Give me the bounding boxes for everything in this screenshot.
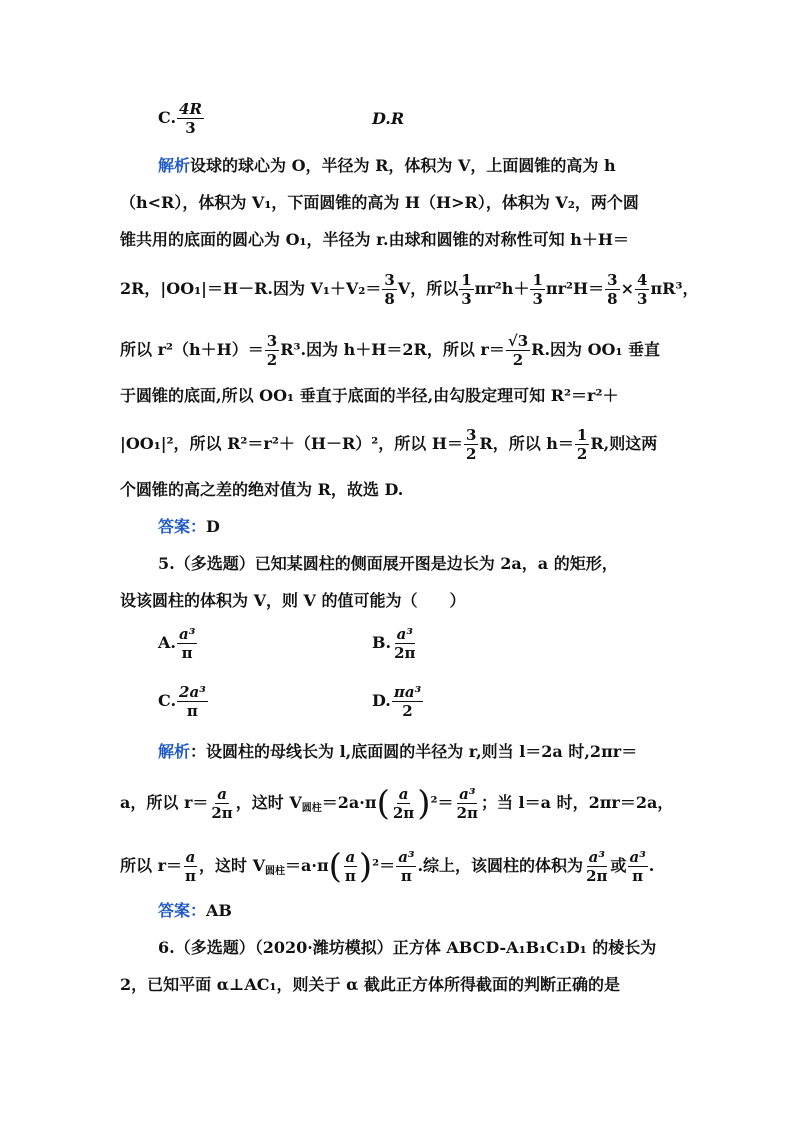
fraction (575, 426, 589, 463)
denominator: 2π (394, 644, 416, 662)
fraction (530, 271, 544, 308)
fraction (382, 271, 396, 308)
q5-answer (158, 900, 680, 922)
text: × (620, 279, 635, 298)
denominator: 3 (461, 290, 472, 308)
fraction (455, 785, 480, 822)
q6-stem-line-2: 2，已知平面 α⊥AC₁，则关于 α 截此正方体所得截面的判断正确的是 (120, 975, 620, 994)
q4-analysis-line-7 (120, 426, 680, 463)
numerator: a³ (459, 785, 476, 803)
answer-tag: 答案： (158, 517, 207, 536)
denominator: 2 (402, 702, 413, 720)
subscript: 圆柱 (301, 803, 322, 814)
fraction (343, 848, 358, 885)
q4-analysis-line-2: （h<R），体积为 V₁，下面圆锥的高为 H（H>R），体积为 V₂，两个圆 (120, 193, 639, 212)
text: ：设圆柱的母线长为 l,底面圆的半径为 r,则当 l＝2a 时,2πr＝ (190, 742, 638, 761)
q5-analysis-line-3 (120, 848, 680, 885)
text: V，所以 (397, 279, 459, 298)
fraction (392, 625, 417, 662)
fraction (177, 625, 197, 662)
answer-tag: 答案： (158, 901, 207, 920)
numerator: 2a³ (179, 683, 206, 701)
text: ²＝ (430, 793, 454, 812)
answer-value: D (206, 517, 220, 536)
text: 所以 r²（h＋H）＝ (120, 340, 264, 359)
numerator: 3 (465, 426, 477, 444)
denominator: 3 (637, 290, 648, 308)
fraction (605, 271, 619, 308)
analysis-tag: 解析 (158, 156, 191, 175)
text: ＝a·π (285, 856, 329, 875)
subscript: 圆柱 (265, 866, 285, 877)
denominator: π (344, 867, 356, 885)
fraction (209, 785, 234, 822)
denominator: 2 (512, 351, 524, 369)
denominator: π (400, 867, 412, 885)
q5-option-a (158, 625, 198, 662)
fraction (459, 271, 473, 308)
answer-value: AB (206, 901, 232, 920)
text: a，所以 r＝ (120, 793, 209, 812)
text: ，这时 V (235, 793, 302, 812)
text: R.因为 OO₁ 垂直 (531, 340, 661, 359)
denominator: 2π (586, 867, 608, 885)
fraction (635, 271, 649, 308)
text: |OO₁|²，所以 R²＝r²＋（H－R）²，所以 H＝ (120, 434, 463, 453)
q4-option-d: D.R (372, 109, 405, 128)
denominator: 3 (532, 290, 543, 308)
numerator: a³ (398, 848, 415, 866)
text: πr²H＝ (545, 279, 605, 298)
text: 或 (610, 856, 627, 875)
q4-analysis-line-5 (120, 332, 680, 369)
numerator: 3 (266, 332, 278, 350)
numerator: 3 (607, 271, 618, 289)
option-label: D. (372, 691, 391, 710)
option-label: B. (372, 633, 392, 652)
numerator: πa³ (393, 683, 422, 701)
fraction (392, 683, 423, 720)
fraction (177, 683, 208, 720)
fraction (464, 426, 478, 463)
numerator: 4 (637, 271, 648, 289)
text: R³.因为 h＋H＝2R，所以 r＝ (280, 340, 505, 359)
left-paren: ( (376, 783, 390, 824)
text: R,则这两 (590, 434, 658, 453)
q4-analysis-line-8: 个圆锥的高之差的绝对值为 R，故选 D. (120, 480, 404, 499)
fraction (391, 785, 416, 822)
option-label: A. (158, 633, 176, 652)
fraction (584, 848, 609, 885)
fraction (506, 332, 530, 369)
q4-analysis-line-4 (120, 271, 699, 308)
denominator: 3 (185, 119, 196, 137)
denominator: 2π (392, 804, 415, 822)
text: πr²h＋ (474, 279, 530, 298)
option-label: C. (158, 691, 177, 710)
denominator: π (181, 644, 193, 662)
numerator: a (345, 848, 356, 866)
text: .综上，该圆柱的体积为 (417, 856, 584, 875)
q4-analysis-line-1 (158, 155, 680, 177)
text: R，所以 h＝ (479, 434, 574, 453)
text: ²＝ (372, 856, 396, 875)
numerator: 4R (179, 100, 202, 118)
q4-analysis-line-3: 锥共用的底面的圆心为 O₁，半径为 r.由球和圆锥的对称性可知 h＋H＝ (120, 230, 629, 249)
analysis-tag: 解析 (158, 742, 191, 761)
q5-option-c (158, 683, 209, 720)
left-paren: ( (328, 846, 342, 887)
q4-analysis-line-6: 于圆锥的底面,所以 OO₁ 垂直于底面的半径,由勾股定理可知 R²＝r²＋ (120, 386, 619, 405)
denominator: 2 (465, 445, 477, 463)
numerator: 1 (461, 271, 472, 289)
denominator: 2π (456, 804, 478, 822)
numerator: a³ (396, 625, 413, 643)
text: . (648, 856, 655, 875)
right-paren: ) (358, 846, 373, 887)
numerator: a (217, 785, 227, 803)
numerator: 1 (576, 426, 588, 444)
denominator: 8 (607, 290, 618, 308)
numerator: 1 (532, 271, 543, 289)
text: 2R，|OO₁|＝H－R.因为 V₁＋V₂＝ (120, 279, 382, 298)
text: ；当 l＝a 时，2πr＝2a， (480, 793, 674, 812)
denominator: π (632, 867, 644, 885)
fraction (177, 100, 204, 137)
denominator: 2 (576, 445, 588, 463)
denominator: π (186, 702, 198, 720)
q4-option-c (158, 100, 205, 137)
text: πR³， (650, 279, 699, 298)
text: 所以 r＝ (120, 856, 183, 875)
q5-stem-line-1: 5.（多选题）已知某圆柱的侧面展开图是边长为 2a，a 的矩形， (158, 554, 618, 573)
numerator: a (398, 785, 409, 803)
numerator: a (185, 848, 196, 866)
numerator: √3 (507, 332, 529, 350)
denominator: 2π (211, 804, 233, 822)
q5-stem-line-2: 设该圆柱的体积为 V，则 V 的值可能为（ ） (120, 591, 466, 610)
fraction (183, 848, 198, 885)
text: ＝2a·π (321, 793, 377, 812)
text: ，这时 V (199, 856, 265, 875)
q5-option-b (372, 625, 419, 662)
right-paren: ) (417, 783, 431, 824)
fraction (265, 332, 279, 369)
denominator: 2 (266, 351, 278, 369)
fraction (396, 848, 416, 885)
q5-analysis-line-2 (120, 785, 680, 822)
numerator: 3 (384, 271, 395, 289)
q6-stem-line-1: 6.（多选题）（2020·潍坊模拟）正方体 ABCD-A₁B₁C₁D₁ 的棱长为 (158, 938, 657, 957)
numerator: a³ (629, 848, 646, 866)
denominator: π (185, 867, 196, 885)
text: 设球的球心为 O，半径为 R，体积为 V，上面圆锥的高为 h (190, 156, 616, 175)
fraction (628, 848, 648, 885)
numerator: a³ (588, 848, 605, 866)
q5-analysis-line-1 (158, 741, 680, 763)
numerator: a³ (178, 625, 196, 643)
option-label: C. (158, 108, 177, 127)
q4-answer (158, 516, 680, 538)
denominator: 8 (384, 290, 395, 308)
q5-option-d (372, 683, 424, 720)
